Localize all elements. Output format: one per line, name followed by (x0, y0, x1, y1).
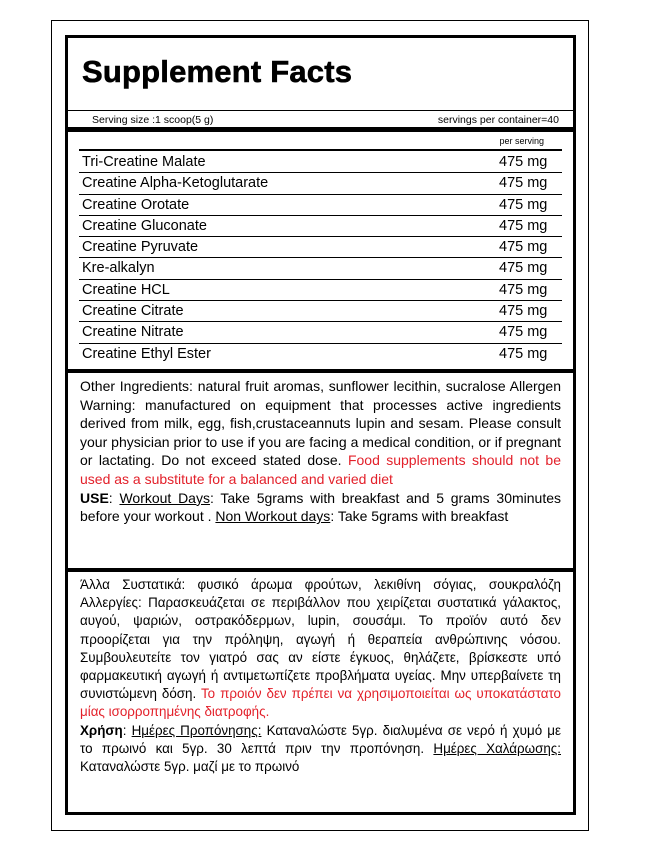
ingredient-amount: 475 mg (499, 260, 548, 277)
non-workout-days-label: Non Workout days (215, 508, 331, 525)
divider (79, 149, 562, 151)
ingredient-name: Creatine Nitrate (82, 324, 184, 341)
greek-food-supplement-warning: Το προιόν δεν πρέπει να χρησιμοποιείται ως υποκατάστατο μίας ισορροπημένης διατροφής. (80, 686, 561, 720)
ingredient-name: Creatine Alpha-Ketoglutarate (82, 175, 269, 192)
supplement-facts-panel (65, 35, 576, 815)
greek-text-block: Άλλα Συστατικά: φυσικό άρωμα φρούτων, λεκιθίνη σόγιας, σουκραλόζη Αλλεργίες: Παρασκευάζεται σε περιβάλλον που χειρίζεται συστατικά γάλακτος, αυγού, ψαριών, οστρακόδερμων, lupin, σουσάμι. Το προϊόν αυτό δεν προορίζεται για την πρόληψη, αγωγή ή θεραπεία ανθρώπινης νόσου. Συμβουλευτείτε τον γιατρό σας αν είστε έγκυος, θηλάζετε, βρίσκεστε υπό φαρμακευτική αγωγή ή αντιμετωπίζετε προβλήματα υγείας. Μην υπερβαίνετε τη συνιστώμενη δόση. Το προιόν δεν πρέπει να χρησιμοποιείται ως υποκατάστατο μίας ισορροπημένης διατροφής. Χρήση: Ημέρες Προπόνησης: Καταναλώστε 5γρ. διαλυμένα σε νερό ή χυμό με το πρωινό και 5γρ. 30 λεπτά πριν την προπόνηση. Ημέρες Χαλάρωσης: Καταναλώστε 5γρ. μαζί με το πρωινό (80, 577, 561, 775)
ingredient-name: Creatine HCL (82, 281, 170, 298)
english-text-block: Other Ingredients: natural fruit aromas, sunflower lecithin, sucralose Allergen Warning: manufactured on equipment that processes active ingredients derived from milk, egg, fish,crustaceannuts lupin and sesam. Please consult your physician prior to use if you are facing a medical condition, or if pregnant or lactating. Do not exceed stated dose. Food supplements should not be used as a substitute for a balanced and varied diet USE: Workout Days: Take 5grams with breakfast and 5 grams 30minutes before your workout . Non Workout days: Take 5grams with breakfast (80, 378, 562, 525)
ingredient-name: Creatine Citrate (82, 303, 184, 320)
table-row (79, 258, 562, 279)
ingredient-amount: 475 mg (499, 281, 548, 298)
servings-per-container: servings per container=40 (437, 114, 559, 126)
per-serving-header: per serving (499, 136, 544, 146)
ingredient-amount: 475 mg (499, 239, 548, 256)
other-ingredients: Other Ingredients: natural fruit aromas, sunflower lecithin, sucralose (80, 378, 506, 394)
thick-divider (68, 568, 573, 572)
serving-info (68, 112, 573, 126)
greek-workout-days-label: Ημέρες Προπόνησης: (131, 722, 262, 738)
ingredient-amount: 475 mg (499, 217, 548, 234)
greek-use-label: Χρήση (80, 722, 123, 738)
ingredient-table (79, 152, 562, 365)
table-row (79, 301, 562, 322)
table-row (79, 322, 562, 343)
ingredient-amount: 475 mg (499, 345, 548, 362)
non-workout-days-text: : Take 5grams with breakfast (330, 508, 509, 525)
ingredient-name: Creatine Gluconate (82, 217, 207, 234)
greek-rest-days-label: Ημέρες Χαλάρωσης: (433, 740, 561, 756)
ingredient-name: Creatine Orotate (82, 196, 190, 213)
allergen-warning: Allergen Warning: manufactured on equipment that processes active ingredients derived from milk, egg, fish,crustaceannuts lupin and sesam. Please consult your physician prior to use if you are facing a medical condition, or if pregnant or lactating. Do not exceed stated dose. (80, 378, 562, 469)
workout-days-text: : Take 5grams with breakfast and 5 grams 30minutes before your workout . (80, 489, 562, 525)
ingredient-amount: 475 mg (499, 303, 548, 320)
greek-allergen-warning: Αλλεργίες: Παρασκευάζεται σε περιβάλλον που χειρίζεται συστατικά γάλακτος, αυγού, ψαριών, οστρακόδερμων, lupin, σουσάμι. Το προϊόν αυτό δεν προορίζεται για την πρόληψη, αγωγή ή θεραπεία ανθρώπινης νόσου. Συμβουλευτείτε τον γιατρό σας αν είστε έγκυος, θηλάζετε, βρίσκεστε υπό φαρμακευτική αγωγή ή αντιμετωπίζετε προβλήματα υγείας. Μην υπερβαίνετε τη συνιστώμενη δόση. (80, 595, 561, 702)
table-row (79, 280, 562, 301)
ingredient-amount: 475 mg (499, 154, 548, 170)
workout-days-label: Workout Days (119, 489, 210, 506)
greek-other-ingredients: Άλλα Συστατικά: φυσικό άρωμα φρούτων, λεκιθίνη σόγιας, σουκραλόζη (80, 577, 561, 592)
greek-workout-days-text: Καταναλώστε 5γρ. διαλυμένα σε νερό ή χυμό με το πρωινό και 5γρ. 30 λεπτά πριν την προπόνηση. (80, 722, 561, 756)
ingredient-name: Creatine Pyruvate (82, 239, 199, 256)
table-row (79, 216, 562, 237)
ingredient-name: Kre-alkalyn (82, 260, 155, 277)
table-row (79, 152, 562, 173)
table-row (79, 195, 562, 216)
table-row (79, 237, 562, 258)
food-supplement-warning: Food supplements should not be used as a substitute for a balanced and varied diet (80, 452, 561, 487)
ingredient-name: Tri-Creatine Malate (82, 154, 206, 170)
panel-title: Supplement Facts (82, 54, 353, 89)
serving-size: Serving size :1 scoop(5 g) (92, 114, 214, 126)
ingredient-amount: 475 mg (499, 175, 548, 192)
thick-divider (68, 369, 573, 373)
ingredient-name: Creatine Ethyl Ester (82, 345, 211, 362)
table-row (79, 173, 562, 194)
thick-divider (68, 127, 573, 132)
ingredient-amount: 475 mg (499, 324, 548, 341)
table-row (79, 344, 562, 365)
ingredient-amount: 475 mg (499, 196, 548, 213)
divider (68, 110, 573, 111)
use-label: USE (80, 489, 109, 506)
greek-rest-days-text: Καταναλώστε 5γρ. μαζί με το πρωινό (80, 759, 300, 775)
